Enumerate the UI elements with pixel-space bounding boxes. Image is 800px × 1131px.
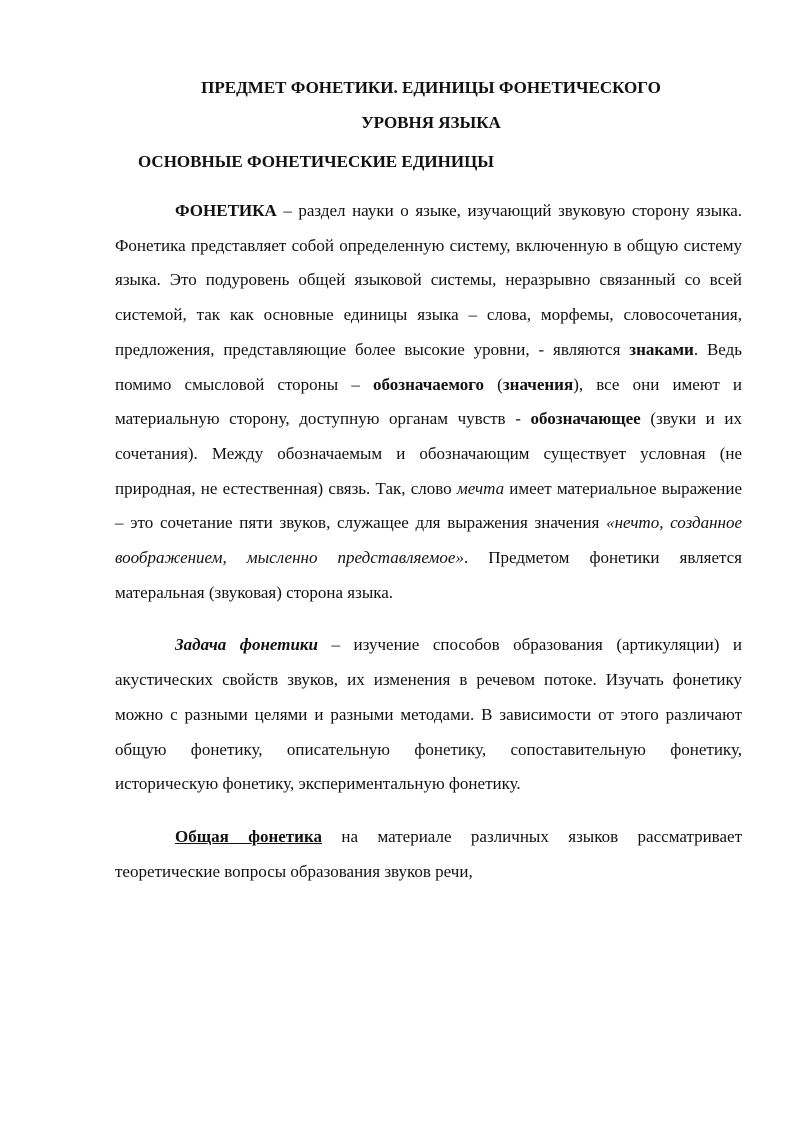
document-title — [115, 70, 742, 140]
term-signs: знаками — [629, 339, 694, 359]
example-meaning: «нечто, созданное воображением, мысленно представляемое» — [115, 513, 743, 568]
text-run: ), все они имеют и материальную сторону, доступную органам чувств - — [115, 374, 742, 429]
text-run: . Ведь помимо смысловой стороны – — [115, 339, 743, 394]
text-run: – изучение способов образования (артикуляции) и акустических свойств звуков, их изменения в речевом потоке. Изучать фонетику можно с разными целями и разными методами. В зависимости от этого различают общую фонетику, описательную фонетику, сопоставительную фонетику, историческую фонетику, экспериментальную фонетику. — [115, 635, 742, 794]
text-run: – раздел науки о языке, изучающий звуковую сторону языка. Фонетика представляет собой определенную систему, включенную в общую систему языка. Это подуровень общей языковой системы, неразрывно связанный со всей системой, так как основные единицы языка – слова, морфемы, словосочетания, предложения, представляющие более высокие уровни, - являются — [115, 201, 742, 359]
paragraph-phonetics-task — [115, 628, 742, 802]
term-signified: обозначаемого — [372, 374, 484, 394]
example-word: мечта — [456, 478, 505, 498]
term-signifier: обозначающее — [530, 409, 641, 429]
section-heading: ОСНОВНЫЕ ФОНЕТИЧЕСКИЕ ЕДИНИЦЫ — [138, 152, 495, 171]
text-run: (звуки и их сочетания). Между обозначаемым и обозначающим существует условная (не природная, не естественная) связь. Так, слово — [115, 409, 742, 498]
text-run: . Предметом фонетики является матеральная (звуковая) сторона языка. — [115, 548, 742, 602]
text-run: ( — [484, 374, 503, 394]
text-run: на материале различных языков рассматривает теоретические вопросы образования звуков речи, — [115, 826, 742, 881]
term-phonetics: ФОНЕТИКА — [175, 201, 277, 220]
paragraph-phonetics-definition — [115, 194, 742, 610]
title-line-2: УРОВНЯ ЯЗЫКА — [361, 113, 501, 132]
document-body — [115, 70, 742, 889]
term-task: Задача фонетики — [175, 635, 318, 655]
term-general-phonetics: Общая фонетика — [175, 826, 322, 846]
paragraph-general-phonetics — [115, 820, 742, 889]
title-line-1: ПРЕДМЕТ ФОНЕТИКИ. ЕДИНИЦЫ ФОНЕТИЧЕСКОГО — [201, 78, 661, 97]
text-run: имеет материальное выражение – это сочетание пяти звуков, служащее для выражения значения — [115, 478, 742, 533]
term-meaning: значения — [502, 374, 574, 394]
